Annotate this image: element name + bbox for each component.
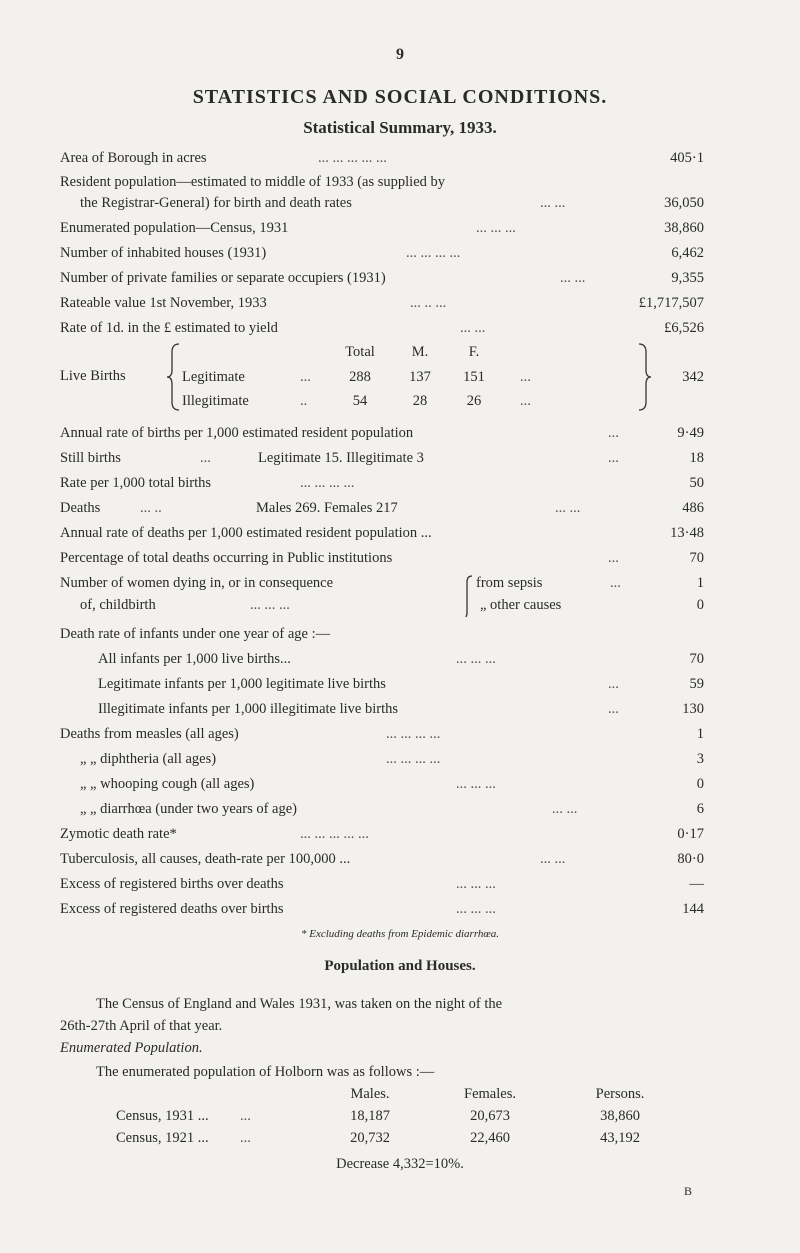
women-dying-label: Number of women dying in, or in consequence bbox=[60, 575, 334, 591]
zymotic-label: Zymotic death rate* bbox=[60, 826, 177, 842]
rateable-value: £1,717,507 bbox=[638, 295, 704, 311]
resident-pop-dots: ... ... bbox=[540, 195, 566, 211]
illegitimate-dots: .. bbox=[300, 393, 308, 409]
rate-total-value: 50 bbox=[689, 475, 704, 491]
diarrhoea-value: 6 bbox=[696, 801, 704, 817]
legitimate-trail: ... bbox=[520, 369, 531, 385]
still-births-label: Still births bbox=[60, 450, 121, 466]
zymotic-value: 0·17 bbox=[677, 826, 704, 842]
legitimate-total: 288 bbox=[349, 369, 371, 385]
illegitimate-trail: ... bbox=[520, 393, 531, 409]
right-brace-icon bbox=[636, 342, 652, 412]
percent-institutions-dots: ... bbox=[608, 550, 619, 566]
enumerated-dots: ... ... ... bbox=[476, 220, 516, 236]
legitimate-label: Legitimate bbox=[182, 369, 245, 385]
deaths-dots-2: ... ... bbox=[555, 500, 581, 516]
deaths-detail: Males 269. Females 217 bbox=[256, 500, 398, 516]
whooping-cough-label: „ „ whooping cough (all ages) bbox=[80, 776, 255, 792]
page-subtitle: Statistical Summary, 1933. bbox=[303, 118, 497, 137]
decrease-note: Decrease 4,332=10%. bbox=[336, 1156, 464, 1172]
excess-deaths-dots: ... ... ... bbox=[456, 901, 496, 917]
all-infants-label: All infants per 1,000 live births... bbox=[98, 651, 291, 667]
page-title: STATISTICS AND SOCIAL CONDITIONS. bbox=[192, 86, 608, 108]
illegitimate-total: 54 bbox=[352, 393, 368, 409]
families-value: 9,355 bbox=[671, 270, 704, 286]
header-m: M. bbox=[411, 344, 429, 360]
women-brace-icon bbox=[462, 574, 474, 618]
houses-dots: ... ... ... ... bbox=[406, 245, 461, 261]
diarrhoea-dots: ... ... bbox=[552, 801, 578, 817]
census-1931-females: 20,673 bbox=[470, 1108, 510, 1124]
women-sepsis-value: 1 bbox=[696, 575, 704, 591]
illegit-infants-value: 130 bbox=[682, 701, 704, 717]
women-other-value: 0 bbox=[696, 597, 704, 613]
deaths-label: Deaths bbox=[60, 500, 101, 516]
women-childbirth-label: of, childbirth bbox=[80, 597, 156, 613]
illegitimate-m: 28 bbox=[412, 393, 428, 409]
census-1931-persons: 38,860 bbox=[600, 1108, 640, 1124]
measles-value: 1 bbox=[696, 726, 704, 742]
women-sepsis-label: from sepsis bbox=[476, 575, 543, 591]
page-number: 9 bbox=[396, 46, 404, 63]
families-label: Number of private families or separate occupiers (1931) bbox=[60, 270, 386, 286]
illegitimate-label: Illegitimate bbox=[182, 393, 249, 409]
measles-dots: ... ... ... ... bbox=[386, 726, 441, 742]
resident-pop-value: 36,050 bbox=[664, 195, 704, 211]
whooping-cough-value: 0 bbox=[696, 776, 704, 792]
excess-deaths-value: 144 bbox=[682, 901, 704, 917]
annual-births-dots: ... bbox=[608, 425, 619, 441]
diarrhoea-label: „ „ diarrhœa (under two years of age) bbox=[80, 801, 297, 817]
area-value: 405·1 bbox=[670, 150, 704, 166]
measles-label: Deaths from measles (all ages) bbox=[60, 726, 239, 742]
still-births-value: 18 bbox=[689, 450, 704, 466]
women-childbirth-dots: ... ... ... bbox=[250, 597, 290, 613]
census-paragraph-line-2: 26th-27th April of that year. bbox=[60, 1018, 223, 1034]
all-infants-dots: ... ... ... bbox=[456, 651, 496, 667]
resident-pop-label: Resident population—estimated to middle of 1933 (as supplied by bbox=[60, 174, 446, 190]
census-1921-label: Census, 1921 ... bbox=[116, 1130, 209, 1146]
rate-1d-label: Rate of 1d. in the £ estimated to yield bbox=[60, 320, 278, 336]
all-infants-value: 70 bbox=[689, 651, 704, 667]
tuberculosis-dots: ... ... bbox=[540, 851, 566, 867]
diphtheria-dots: ... ... ... ... bbox=[386, 751, 441, 767]
women-other-label: „ other causes bbox=[480, 597, 562, 613]
left-brace-icon bbox=[166, 342, 182, 412]
illegit-infants-label: Illegitimate infants per 1,000 illegitimate live births bbox=[98, 701, 398, 717]
percent-institutions-value: 70 bbox=[689, 550, 704, 566]
census-1921-persons: 43,192 bbox=[600, 1130, 640, 1146]
diphtheria-label: „ „ diphtheria (all ages) bbox=[80, 751, 217, 767]
footnote: * Excluding deaths from Epidemic diarrhœa. bbox=[301, 928, 499, 940]
rateable-label: Rateable value 1st November, 1933 bbox=[60, 295, 267, 311]
annual-deaths-value: 13·48 bbox=[670, 525, 704, 541]
illegit-infants-dots: ... bbox=[608, 701, 619, 717]
legitimate-f: 151 bbox=[463, 369, 485, 385]
rate-total-dots: ... ... ... ... bbox=[300, 475, 355, 491]
families-dots: ... ... bbox=[560, 270, 586, 286]
census-1921-females: 22,460 bbox=[470, 1130, 510, 1146]
enumerated-population-subhead: Enumerated Population. bbox=[60, 1040, 203, 1056]
excess-births-dots: ... ... ... bbox=[456, 876, 496, 892]
deaths-dots: ... .. bbox=[140, 500, 162, 516]
tuberculosis-label: Tuberculosis, all causes, death-rate per 100,000 ... bbox=[60, 851, 351, 867]
excess-deaths-label: Excess of registered deaths over births bbox=[60, 901, 284, 917]
percent-institutions-label: Percentage of total deaths occurring in Public institutions bbox=[60, 550, 393, 566]
header-total: Total bbox=[345, 344, 375, 360]
legit-infants-label: Legitimate infants per 1,000 legitimate live births bbox=[98, 676, 386, 692]
houses-value: 6,462 bbox=[671, 245, 704, 261]
live-births-combined: 342 bbox=[682, 369, 704, 385]
still-births-dots: ... bbox=[200, 450, 211, 466]
census-1921-males: 20,732 bbox=[350, 1130, 390, 1146]
census-1921-dots: ... bbox=[240, 1130, 251, 1146]
annual-births-value: 9·49 bbox=[677, 425, 704, 441]
deaths-value: 486 bbox=[682, 500, 704, 516]
rate-1d-dots: ... ... bbox=[460, 320, 486, 336]
live-births-label: Live Births bbox=[60, 368, 126, 384]
legitimate-m: 137 bbox=[409, 369, 431, 385]
still-births-dots-2: ... bbox=[608, 450, 619, 466]
diphtheria-value: 3 bbox=[696, 751, 704, 767]
excess-births-label: Excess of registered births over deaths bbox=[60, 876, 284, 892]
area-label: Area of Borough in acres bbox=[60, 150, 207, 166]
whooping-cough-dots: ... ... ... bbox=[456, 776, 496, 792]
resident-pop-label-2: the Registrar-General) for birth and death rates bbox=[80, 195, 352, 211]
census-1931-label: Census, 1931 ... bbox=[116, 1108, 209, 1124]
zymotic-dots: ... ... ... ... ... bbox=[300, 826, 369, 842]
women-sepsis-dots: ... bbox=[610, 575, 621, 591]
annual-births-label: Annual rate of births per 1,000 estimated resident population bbox=[60, 425, 414, 441]
rateable-dots: ... .. ... bbox=[410, 295, 447, 311]
census-1931-males: 18,187 bbox=[350, 1108, 390, 1124]
census-header-females: Females. bbox=[464, 1086, 516, 1102]
annual-deaths-label: Annual rate of deaths per 1,000 estimated resident population ... bbox=[60, 525, 432, 541]
still-births-detail: Legitimate 15. Illegitimate 3 bbox=[258, 450, 424, 466]
legit-infants-value: 59 bbox=[689, 676, 704, 692]
census-header-males: Males. bbox=[350, 1086, 390, 1102]
houses-label: Number of inhabited houses (1931) bbox=[60, 245, 267, 261]
legitimate-dots: ... bbox=[300, 369, 311, 385]
excess-births-value: — bbox=[689, 876, 704, 892]
rate-total-label: Rate per 1,000 total births bbox=[60, 475, 212, 491]
enumerated-value: 38,860 bbox=[664, 220, 704, 236]
area-dots: ... ... ... ... ... bbox=[318, 150, 387, 166]
rate-1d-value: £6,526 bbox=[664, 320, 704, 336]
section-title: Population and Houses. bbox=[324, 958, 476, 974]
header-f: F. bbox=[468, 344, 480, 360]
enumerated-intro: The enumerated population of Holborn was as follows :— bbox=[96, 1064, 435, 1080]
illegitimate-f: 26 bbox=[466, 393, 482, 409]
census-paragraph-line-1: The Census of England and Wales 1931, was taken on the night of the bbox=[96, 996, 503, 1012]
tuberculosis-value: 80·0 bbox=[677, 851, 704, 867]
legit-infants-dots: ... bbox=[608, 676, 619, 692]
infant-death-heading: Death rate of infants under one year of age :— bbox=[60, 626, 331, 642]
enumerated-label: Enumerated population—Census, 1931 bbox=[60, 220, 289, 236]
signature-mark: B bbox=[684, 1184, 693, 1198]
census-header-persons: Persons. bbox=[595, 1086, 645, 1102]
census-1931-dots: ... bbox=[240, 1108, 251, 1124]
